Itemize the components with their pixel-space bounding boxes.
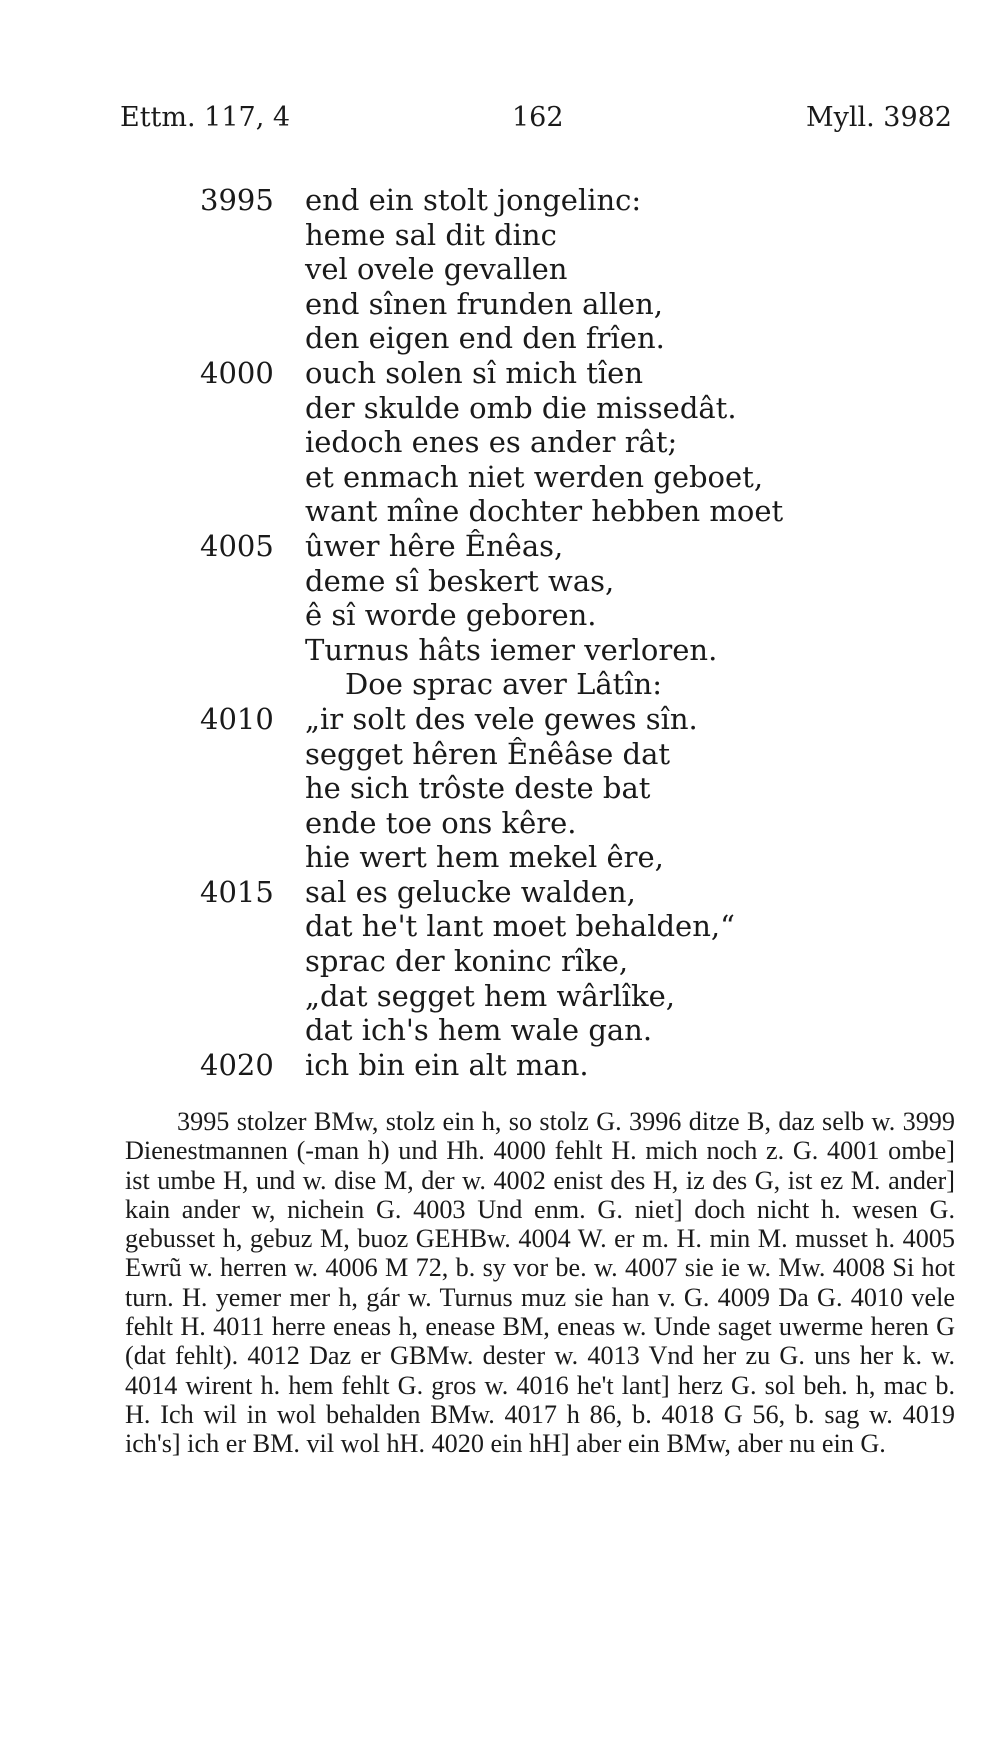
line-number: 3995 [200, 183, 274, 217]
verse-text: „ir solt des vele gewes sîn. [305, 701, 698, 736]
verse-text: vel ovele gevallen [305, 252, 568, 287]
header-left-reference: Ettm. 117, 4 [120, 102, 291, 133]
verse-line [0, 460, 1000, 495]
verse-text: end ein stolt jongelinc: [305, 183, 642, 217]
verse-text: deme sî beskert was, [305, 563, 615, 598]
line-number: 4010 [200, 701, 274, 736]
verse-text: heme sal dit dinc [305, 217, 557, 252]
verse-text: ûwer hêre Ênêas, [305, 528, 564, 563]
verse-text: ende toe ons kêre. [305, 805, 577, 840]
line-number: 4020 [200, 1047, 274, 1082]
verse-text: Turnus hâts iemer verloren. [305, 632, 718, 667]
verse-text: segget hêren Ênêâse dat [305, 736, 671, 771]
verse-line [0, 598, 1000, 633]
verse-line [0, 391, 1000, 426]
verse-text: hie wert hem mekel êre, [305, 840, 664, 875]
verse-line [0, 1013, 1000, 1048]
header-right-reference: Myll. 3982 [805, 102, 952, 133]
line-number: 4015 [200, 874, 274, 909]
verse-text: want mîne dochter hebben moet [305, 494, 784, 529]
verse-line [0, 633, 1000, 668]
verse-line [0, 875, 1000, 910]
verse-text: der skulde omb die missedât. [305, 390, 737, 425]
verse-line [0, 252, 1000, 287]
verse-line [0, 321, 1000, 356]
verse-line [0, 979, 1000, 1014]
verse-line [0, 944, 1000, 979]
verse-text: ê sî worde geboren. [305, 598, 597, 633]
verse-block [0, 183, 1000, 1082]
line-number: 4000 [200, 355, 274, 390]
verse-text: he sich trôste deste bat [305, 771, 651, 806]
verse-line [0, 909, 1000, 944]
verse-text: et enmach niet werden geboet, [305, 459, 764, 494]
verse-text: ouch solen sî mich tîen [305, 355, 644, 390]
verse-line [0, 806, 1000, 841]
verse-text: sal es gelucke walden, [305, 874, 636, 909]
verse-text: iedoch enes es ander rât; [305, 425, 678, 460]
page-number: 162 [512, 102, 564, 133]
verse-line [0, 218, 1000, 253]
verse-text: dat ich's hem wale gan. [305, 1013, 653, 1048]
verse-line [0, 564, 1000, 599]
verse-text: Doe sprac aver Lâtîn: [345, 667, 662, 702]
line-number: 4005 [200, 528, 274, 563]
verse-line [0, 702, 1000, 737]
verse-line [0, 425, 1000, 460]
verse-line [0, 840, 1000, 875]
critical-apparatus: 3995 stolzer BMw, stolz ein h, so stolz G. 3996 ditze B, daz selb w. 3999 Dienestmannen (-man h) und Hh. 4000 fehlt H. mich noch z. G. 4001 ombe] ist umbe H, und w. dise M, der w. 4002 enist des H, iz des G, ist ez M. ander] kain ander w, nichein G. 4003 Und enm. G. niet] doch nicht h. wesen G. gebusset h, gebuz M, buoz GEHBw. 4004 W. er m. H. min M. musset h. 4005 Ewrũ w. herren w. 4006 M 72, b. sy vor be. w. 4007 sie ie w. Mw. 4008 Si hot turn. H. yemer mer h, gár w. Turnus muz sie han v. G. 4009 Da G. 4010 vele fehlt H. 4011 herre eneas h, enease BM, eneas w. Unde saget uwerme heren G (dat fehlt). 4012 Daz er GBMw. dester w. 4013 Vnd her zu G. uns her k. w. 4014 wirent h. hem fehlt G. gros w. 4016 he't lant] herz G. sol beh. h, mac b. H. Ich wil in wol behalden BMw. 4017 h 86, b. 4018 G 56, b. sag w. 4019 ich's] ich er BM. vil wol hH. 4020 ein hH] aber ein BMw, aber nu ein G. [125, 1107, 955, 1459]
verse-line [0, 737, 1000, 772]
verse-text: den eigen end den frîen. [305, 321, 665, 356]
verse-text: dat he't lant moet behalden,“ [305, 909, 735, 944]
verse-line [0, 287, 1000, 322]
verse-text: sprac der koninc rîke, [305, 944, 629, 979]
verse-text: ich bin ein alt man. [305, 1047, 589, 1082]
verse-line [0, 667, 1000, 702]
verse-text: end sînen frunden allen, [305, 286, 663, 321]
verse-line [0, 356, 1000, 391]
verse-line [0, 183, 1000, 218]
verse-line [0, 494, 1000, 529]
verse-line [0, 1048, 1000, 1083]
verse-line [0, 771, 1000, 806]
verse-text: „dat segget hem wârlîke, [305, 978, 675, 1013]
verse-line [0, 529, 1000, 564]
